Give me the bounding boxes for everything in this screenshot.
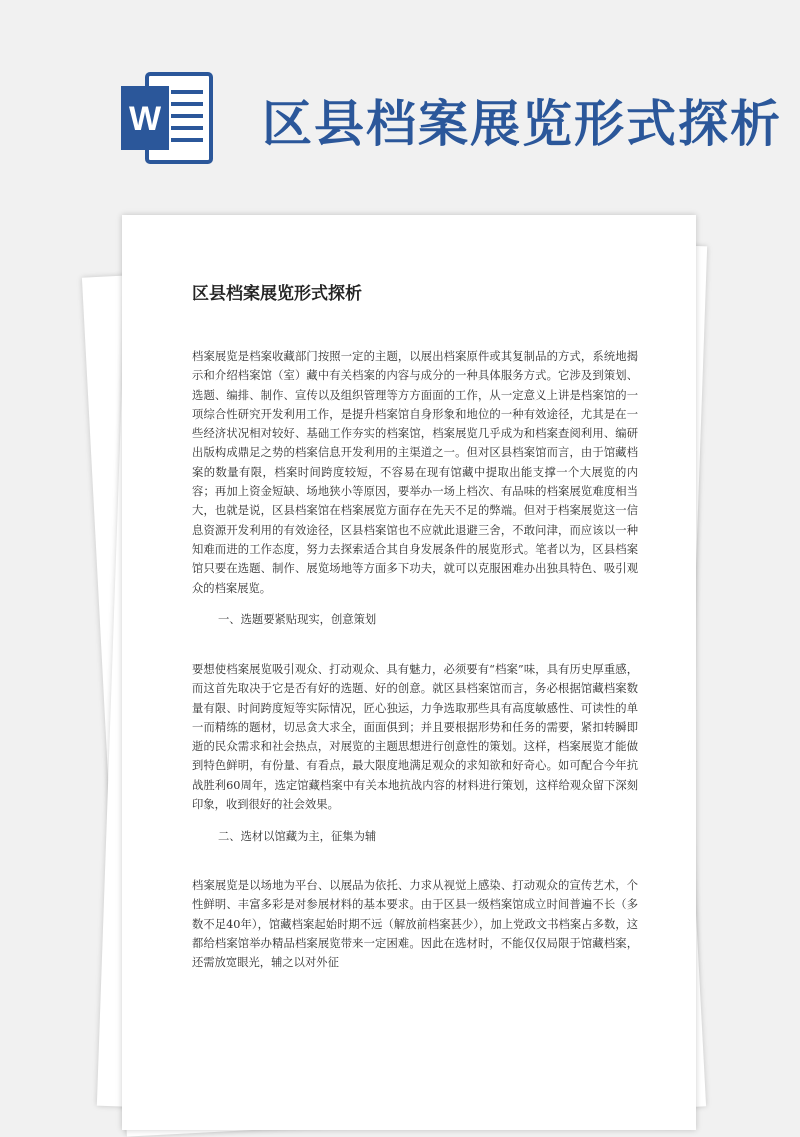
section-heading-1: 一、选题要紧贴现实，创意策划 — [218, 613, 377, 626]
paragraph-intro: 档案展览是档案收藏部门按照一定的主题，以展出档案原件或其复制品的方式，系统地揭示和介绍档案馆（室）藏中有关档案的内容与成分的一种具体服务方式。它涉及到策划、选题、编排、制作、宣传以及组织管理等方方面面的工作，从一定意义上讲是档案馆的一项综合性研究开发利用工作，是提升档案馆自身形象和地位的一种有效途径，尤其是在一些经济状况相对较好、基础工作夯实的档案馆，档案展览几乎成为和档案查阅利用、编研出版构成鼎足之势的档案信息开发利用的主渠道之一。但对区县档案馆而言，由于馆藏档案的数量有限，档案时间跨度较短，不容易在现有馆藏中提取出能支撑一个大展览的内容；再加上资金短缺、场地狭小等原因，要举办一场上档次、有品味的档案展览难度相当大，也就是说，区县档案馆在档案展览方面存在先天不足的弊端。但对于档案展览这一信息资源开发利用的有效途径，区县档案馆也不应就此退避三舍，不敢问津，而应该以一种知难而进的工作态度，努力去探索适合其自身发展条件的展览形式。笔者以为，区县档案馆只要在选题、制作、展览场地等方面多下功夫，就可以克服困难办出独具特色、吸引观众的档案展览。 — [192, 350, 638, 595]
paragraph-section-1: 要想使档案展览吸引观众、打动观众、具有魅力，必须要有“档案”味，具有历史厚重感，而这首先取决于它是否有好的选题、好的创意。就区县档案馆而言，务必根据馆藏档案数量有限、时间跨度短等实际情况，匠心独运，力争选取那些具有高度敏感性、可读性的单一而精练的题材，切忌贪大求全，面面俱到；并且要根据形势和任务的需要，紧扣转瞬即逝的民众需求和社会热点，对展览的主题思想进行创意性的策划。这样，档案展览才能做到特色鲜明，有份量、有看点，最大限度地满足观众的求知欲和好奇心。如可配合今年抗战胜利60周年，选定馆藏档案中有关本地抗战内容的材料进行策划，这样给观众留下深刻印象，收到很好的社会效果。 — [192, 663, 638, 812]
document-page — [122, 215, 696, 1130]
document-title: 区县档案展览形式探析 — [192, 284, 362, 304]
section-heading-2: 二、选材以馆藏为主，征集为辅 — [218, 830, 377, 843]
paragraph-section-2: 档案展览是以场地为平台、以展品为依托、力求从视觉上感染、打动观众的宣传艺术，个性鲜明、丰富多彩是对参展材料的基本要求。由于区县一级档案馆成立时间普遍不长（多数不足40年），馆藏档案起始时期不远（解放前档案甚少），加上党政文书档案占多数，这都给档案馆举办精品档案展览带来一定困难。因此在选材时，不能仅仅局限于馆藏档案，还需放宽眼光，辅之以对外征 — [192, 879, 638, 970]
header-title: 区县档案展览形式探析 — [262, 95, 782, 153]
word-icon — [117, 68, 217, 168]
header-banner — [0, 0, 800, 210]
svg-text:W: W — [128, 100, 162, 138]
